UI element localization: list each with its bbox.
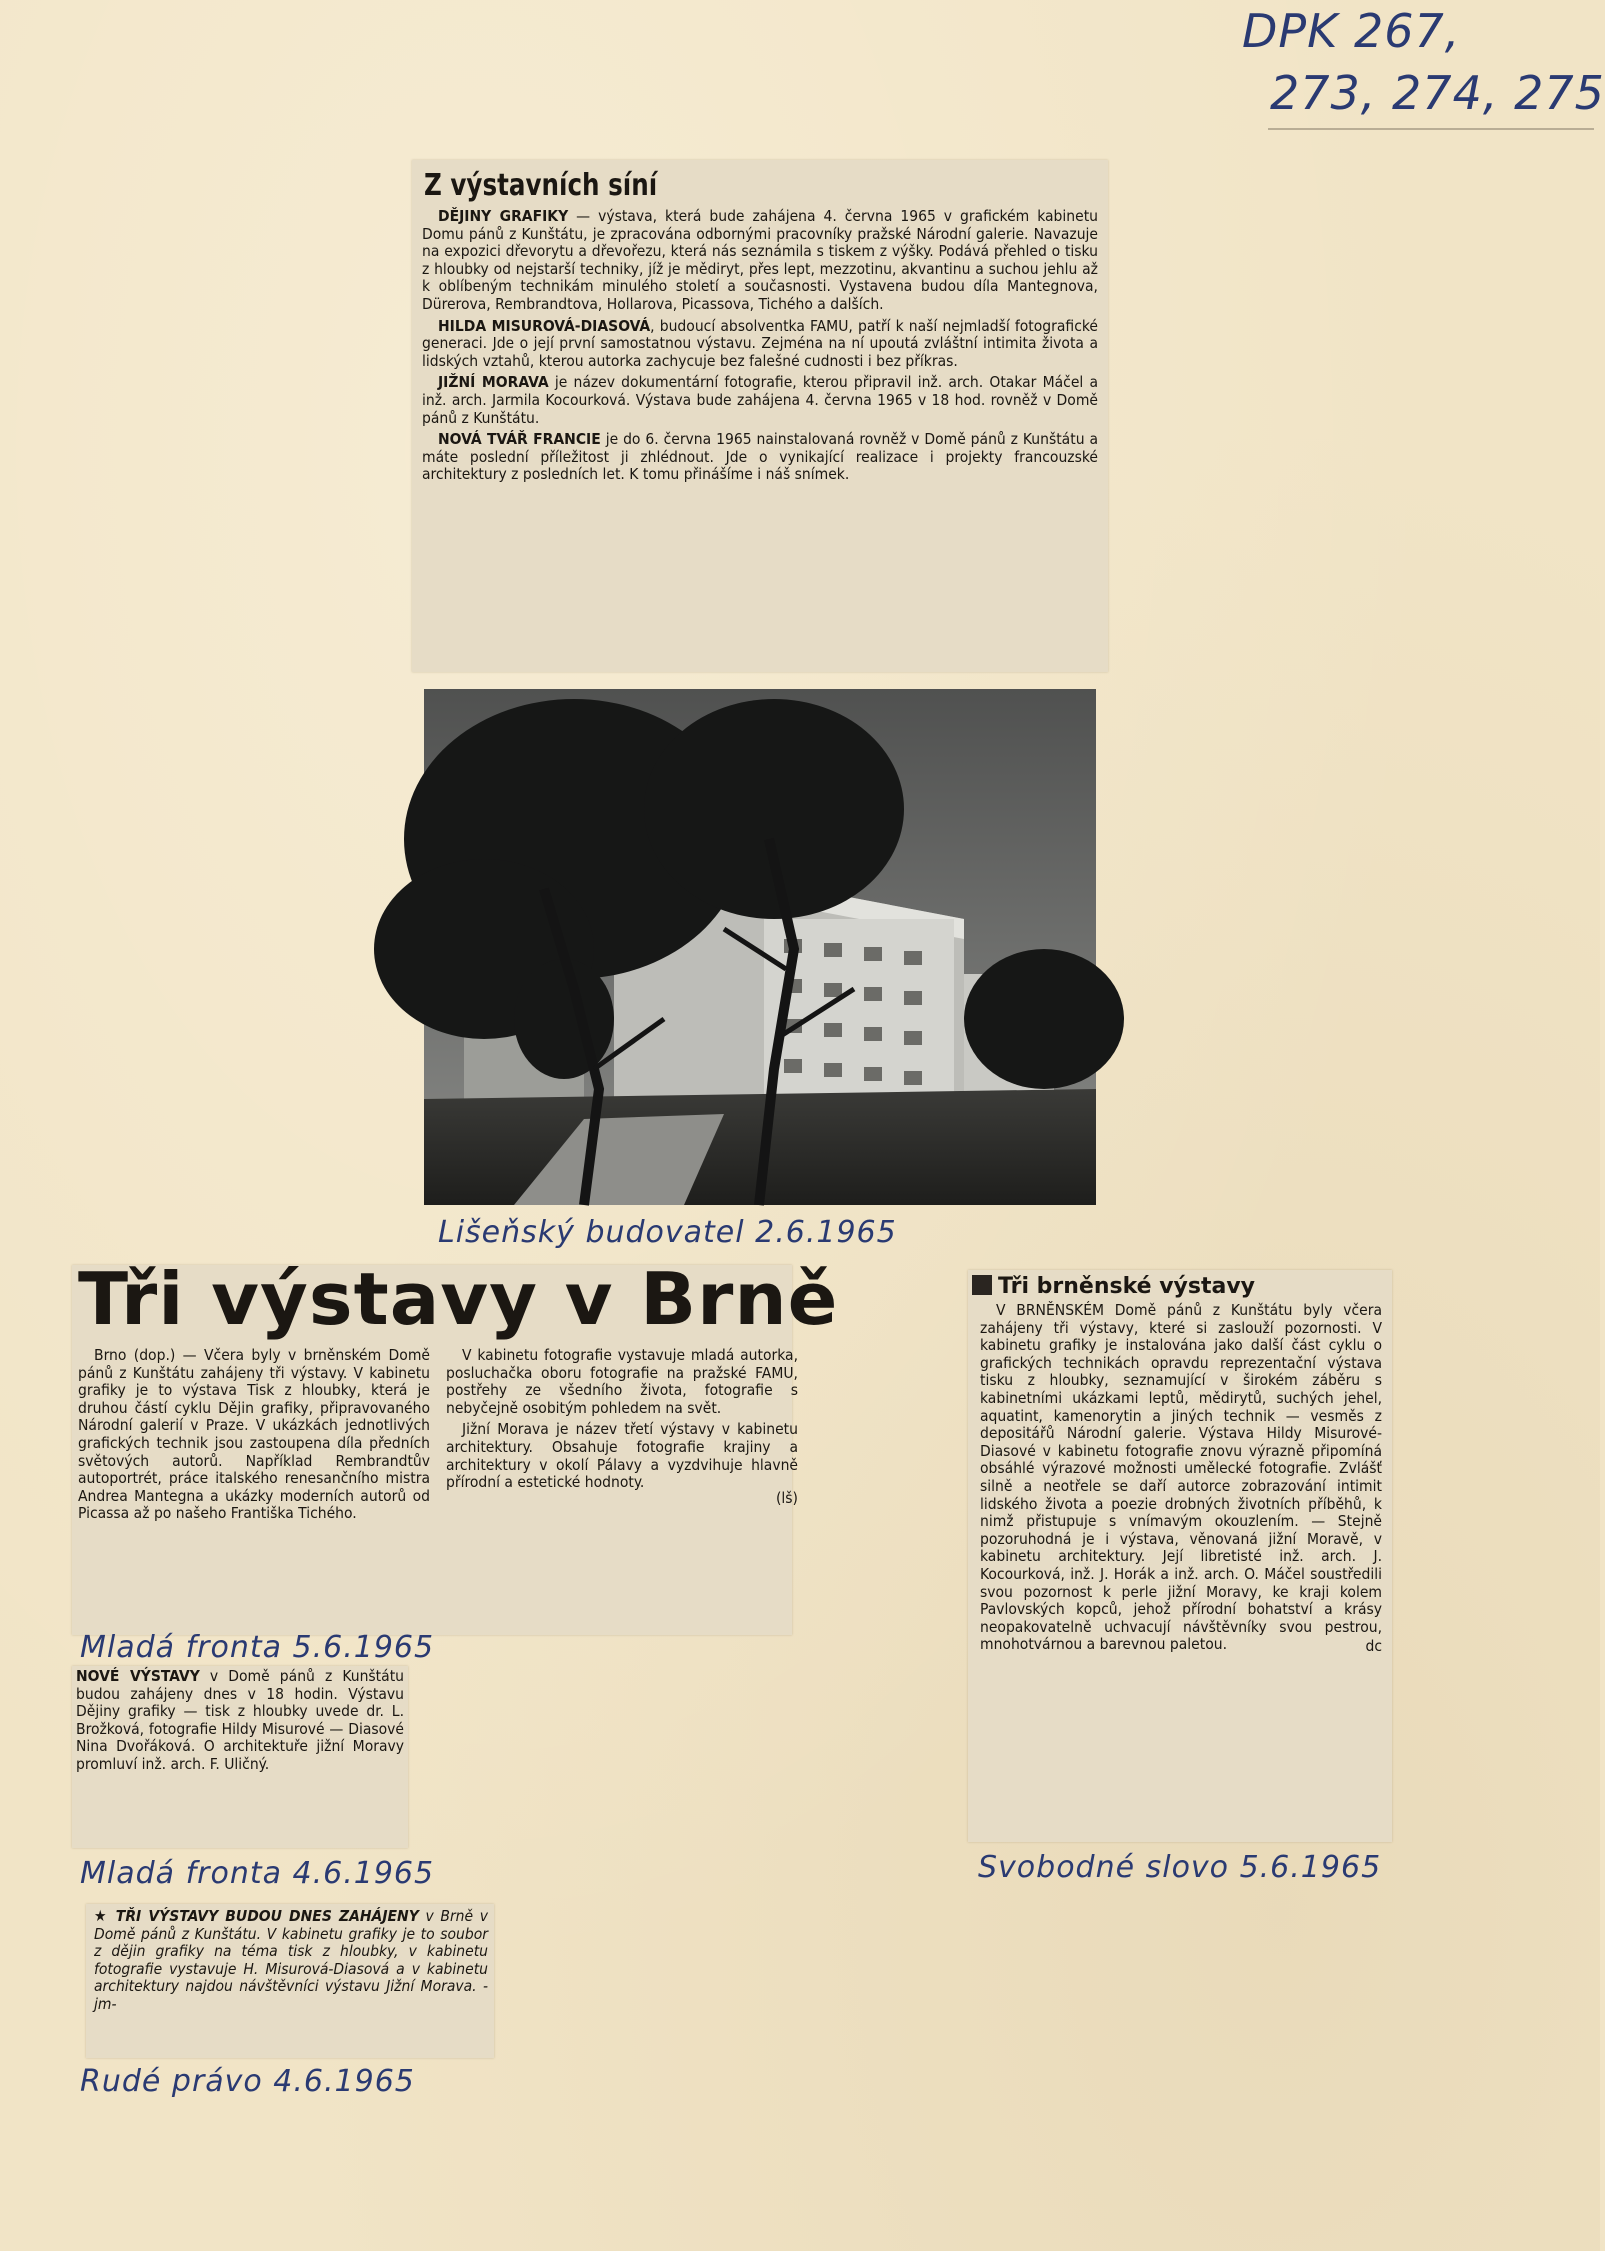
clipping-body (94, 1908, 488, 2018)
paragraph-brnenskem-dome: V BRNĚNSKÉM Domě pánů z Kunštátu byly včera zahájeny tři výstavy, které si zaslouží pozornosti. V kabinetu grafiky je instalována jako další část cyklu o grafických technikách opravdu reprezentační výstava tisku z hloubky, seznamující v širokém záběru s kabinetními ukázkami leptů, mědirytů, suchých jehel, aquatint, kamenorytin a jiných technik — vesměs z depositářů Národní galerie. Výstava Hildy Misurové-Diasové v kabinetu fotografie znovu výrazně připomíná obsáhlé výrazové možnosti umělecké fotografie. Zvlášť silně a neotřele se daří autorce zobrazování intimit lidského života a poezie drobných životních příběhů, k nimž přistupuje s vnímavým okouzlením. — Stejně pozoruhodná je i výstava, věnovaná jižní Moravě, v kabinetu architektury. Její libretisté inž. arch. J. Kocourková, inž. J. Horák a inž. arch. O. Máčel soustředili svou pozornost k perle jižní Moravy, ke kraji kolem Pavlovských kopců, jehož přírodní bohatství a krásy neopakovatelně uchvacují návštěvníky svou pestrou, mnohotvárnou a barevnou paletou. (980, 1301, 1382, 1654)
paragraph-nove-vystavy: NOVÉ VÝSTAVY v Domě pánů z Kunštátu budou zahájeny dnes v 18 hodin. Výstavu Dějiny grafiky — tisk z hloubky uvede dr. L. Brožková, fotografie Hildy Misurové — Diasové Nina Dvořáková. O architektuře jižní Moravy promluví inž. arch. F. Uličný. (76, 1667, 404, 1773)
clipping-z-vystavnich-sini (412, 160, 1108, 672)
paragraph-dejiny-grafiky: DĚJINY GRAFIKY — výstava, která bude zahájena 4. června 1965 v grafickém kabinetu Domu pánů z Kunštátu, je zpracována odbornými pracovníky pražské Národní galerie. Navazuje na expozici dřevorytu a dřevořezu, která nás seznámila s tiskem z výšky. Podává přehled o tisku z hloubky od nejstarší techniky, jíž je mědiryt, přes lept, mezzotinu, akvantinu a suchou jehlu až k oblíbeným technikám minulého století a současnosti. Vystavena budou díla Mantegnova, Dürerova, Rembrandtova, Hollarova, Picassova, Tichého a dalších. (422, 207, 1099, 313)
source-note-rude-pravo: Rudé právo 4.6.1965 (80, 2064, 415, 2099)
clipping-tri-brnenske-vystavy (968, 1270, 1392, 1842)
square-bullet-icon (972, 1275, 992, 1295)
clipping-nove-vystavy (72, 1666, 408, 1848)
paragraph-tri-vystavy-zahajeny: ★ TŘI VÝSTAVY BUDOU DNES ZAHÁJENY v Brně v Domě pánů z Kunštátu. V kabinetu grafiky je to soubor z dějin grafiky na téma tisk z hloubky, v kabinetu fotografie vystavuje H. Misurová-Diasová a v kabinetu architektury najdou návštěvníci výstavu Jižní Morava. -jm- (94, 1907, 488, 2013)
clipping-heading: Tři brněnské výstavy (972, 1274, 1255, 1299)
source-note-mlada-fronta-4-6: Mladá fronta 4.6.1965 (80, 1856, 435, 1891)
paragraph-jizni-morava-architektura: Jižní Morava je název třetí výstavy v kabinetu architektury. Obsahuje fotografie krajiny a architektury v okolí Pálavy a vyzdvihuje hlavně přírodní a estetické hodnoty. (446, 1420, 798, 1492)
archive-mark-underline (1268, 128, 1594, 130)
clipping-headline: Tři výstavy v Brně (78, 1257, 839, 1341)
paragraph-brno-dop: Brno (dop.) — Včera byly v brněnském Domě pánů z Kunštátu zahájeny tři výstavy. V kabinetu grafiky je to výstava Tisk z hloubky, která je druhou částí cyklu Dějin grafiky, připravovaného Národní galerií v Praze. V ukázkách jednotlivých grafických technik jsou zastoupena díla předních světových autorů. Například Rembrandtův autoportrét, práce italského renesančního mistra Andrea Mantegna a ukázky moderních autorů od Picassa až po našeho Františka Tichého. (78, 1346, 430, 1523)
source-note-svobodne-slovo: Svobodné slovo 5.6.1965 (978, 1850, 1382, 1885)
signature-ls: (lš) (775, 1488, 798, 1507)
paragraph-hilda-misurova: HILDA MISUROVÁ-DIASOVÁ, budoucí absolventka FAMU, patří k naší nejmladší fotografické generaci. Jde o její první samostatnou výstavu. Zejména na ní upoutá zvláštní intimita života a lidských vztahů, kterou autorka zachycuje bez falešné cudnosti i bez příkras. (422, 316, 1098, 370)
archive-mark-line1: DPK 267, (1242, 4, 1461, 58)
clipping-tri-vystavy-budou-dnes (86, 1904, 494, 2058)
source-note-lisensky-budovatel: Lišeňský budovatel 2.6.1965 (438, 1215, 897, 1250)
clipping-tri-vystavy-v-brne (72, 1257, 839, 1635)
archive-mark-line2: 273, 274, 275 (1270, 66, 1605, 120)
clipping-body (76, 1668, 404, 1778)
signature-dc: dc (1365, 1636, 1382, 1655)
clipping-body (980, 1302, 1382, 1659)
source-note-mlada-fronta-5-6: Mladá fronta 5.6.1965 (80, 1630, 435, 1665)
clipping-column-right (446, 1347, 798, 1511)
architecture-photo (424, 689, 1096, 1205)
paragraph-kabinet-fotografie: V kabinetu fotografie vystavuje mladá autorka, posluchačka oboru fotografie na pražské FAMU, postřehy ze všedního života, fotografie s nebyčejně osobitým pohledem na svět. (446, 1346, 798, 1417)
clipping-body (422, 208, 1098, 488)
paragraph-nova-tvar-francie: NOVÁ TVÁŘ FRANCIE je do 6. června 1965 nainstalovaná rovněž v Domě pánů z Kunštátu a máte poslední příležitost ji zhlédnout. Jde o vynikající realizace i projekty francouzské architektury z posledních let. K tomu přinášíme i náš snímek. (422, 430, 1098, 484)
clipping-column-left (78, 1347, 430, 1527)
paragraph-jizni-morava: JIŽNÍ MORAVA je název dokumentární fotografie, kterou připravil inž. arch. Otakar Máčel a inž. arch. Jarmila Kocourková. Výstava bude zahájena 4. června 1965 v 18 hod. rovněž v Domě pánů z Kunštátu. (422, 373, 1099, 427)
clipping-heading: Z výstavních síní (424, 168, 658, 203)
